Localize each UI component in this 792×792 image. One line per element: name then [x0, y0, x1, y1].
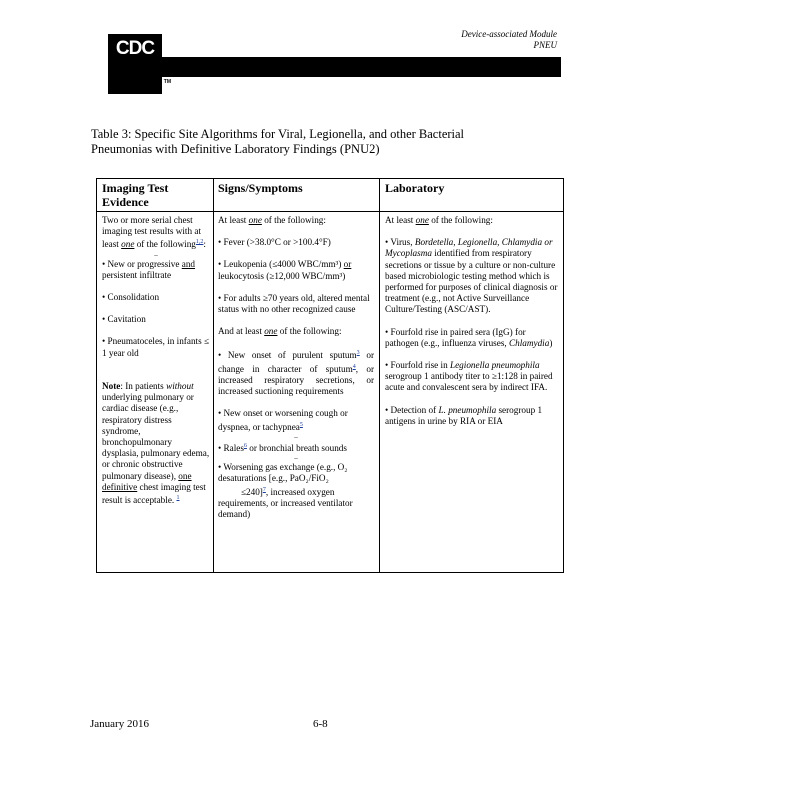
cdc-logo: [108, 34, 171, 94]
signs-altered-mental-status: • For adults ≥70 years old, altered mental status with no other recognized cause: [218, 292, 370, 315]
imaging-item-infiltrate: • New or progressive and persistent infiltrate: [102, 258, 196, 280]
column-divider: [213, 179, 214, 572]
module-code: PNEU: [533, 40, 557, 50]
imaging-item-cavitation: • Cavitation: [102, 314, 146, 325]
column-header-laboratory: Laboratory: [385, 181, 445, 195]
lab-fourfold-legionella: • Fourfold rise in Legionella pneumophila serogroup 1 antibody titer to ≥1:128 in paired acute and convalescent sera by indirect IFA.: [385, 360, 553, 393]
imaging-cell: Two or more serial chest imaging test results with at least one of the following$^{1,2}$: – • New or progressive and persistent infiltrate • Consolidation • Cavitation • Pneumatoceles, in infants ≤ 1 year old Note: In patients without underlying pulmonary or cardiac disease (e.g., respiratory distress syndrome, bronchopulmonary dysplasia, pulmonary edema, or chronic obstructive pulmonary disease), one definitive chest imaging test result is acceptable. $^1$: [102, 215, 210, 505]
table-title: [91, 127, 471, 157]
imaging-note: Note: In patients without underlying pulmonary or cardiac disease (e.g., respiratory distress syndrome, bronchopulmonary dysplasia, pulmonary edema, or chronic obstructive pulmonary disease), one definitive chest imaging test result is acceptable. $^1$: [102, 380, 210, 505]
column-header-imaging: Imaging Test Evidence: [102, 181, 169, 209]
page-number: 6-8: [313, 718, 328, 730]
signs-intro: At least one of the following:: [218, 215, 326, 225]
imaging-item-pneumatoceles: • Pneumatoceles, in infants ≤ 1 year old: [102, 336, 210, 358]
lab-urine-antigen: • Detection of L. pneumophila serogroup 1 antigens in urine by RIA or EIA: [385, 404, 543, 426]
table-title-line2: Pneumonias with Definitive Laboratory Findings (PNU2): [91, 142, 380, 156]
signs-gas-exchange: • Worsening gas exchange (e.g., O₂ desaturations [e.g., PaO₂/FiO₂ ≤240]$^7$, increased oxygen requirements, or increased ventilator demand): [218, 462, 353, 519]
lab-virus-identified: • Virus, Bordetella, Legionella, Chlamydia or Mycoplasma identified from respiratory secretions or tissue by a culture or non-culture based microbiologic testing method which is performed for purposes of clinical diagnosis or treatment (e.g., not Active Surveillance Culture/Testing (ASC/AST).: [385, 237, 558, 315]
cdc-logo-text: CDC: [115, 38, 155, 59]
signs-fever: • Fever (>38.0°C or >100.4°F): [218, 237, 331, 248]
header-divider: [97, 211, 563, 212]
laboratory-cell: [385, 215, 559, 427]
header-bar: [108, 57, 561, 77]
column-divider: [379, 179, 380, 572]
signs-sputum: • New onset of purulent sputum$^3$ or change in character of sputum$^4$, or increased respiratory secretions, or increased suctioning requirements: [218, 350, 375, 397]
footer-date: January 2016: [90, 718, 149, 730]
signs-cell: At least one of the following: • Fever (>38.0°C or >100.4°F) • Leukopenia (≤4000 WBC/mm³) or leukocytosis (≥12,000 WBC/mm³) • For adults ≥70 years old, altered mental status with no other recognized cause And at least one of the following: • New onset of purulent sputum$^3$ or change in character of sputum$^4$, or increased respiratory secretions, or increased suctioning requirements • New onset or worsening cough or dyspnea, or tachypnea$^5$ – • Rales$^6$ or bronchial breath sounds – • Worsening gas exchange (e.g., O₂ desaturations [e.g., PaO₂/FiO₂ ≤240]$^7$, increased oxygen requirements, or increased ventilator demand): [218, 215, 375, 519]
imaging-item-consolidation: • Consolidation: [102, 292, 160, 303]
module-name: Device-associated Module: [461, 29, 557, 39]
signs-and-intro: And at least one of the following:: [218, 326, 342, 337]
trademark-mark: TM: [163, 79, 171, 85]
column-header-signs: Signs/Symptoms: [218, 181, 303, 195]
signs-leukopenia: • Leukopenia (≤4000 WBC/mm³) or leukocytosis (≥12,000 WBC/mm³): [218, 259, 352, 281]
lab-fourfold-igg: • Fourfold rise in paired sera (IgG) for pathogen (e.g., influenza viruses, Chlamydia): [385, 326, 553, 348]
table-title-line1: Table 3: Specific Site Algorithms for Viral, Legionella, and other Bacterial: [91, 127, 465, 141]
lab-intro: At least one of the following:: [385, 215, 493, 225]
module-header: [461, 29, 557, 51]
signs-rales: • Rales$^6$ or bronchial breath sounds: [218, 442, 347, 453]
imaging-intro: Two or more serial chest imaging test results with at least one of the following$^{1,2}$:: [102, 215, 206, 250]
signs-cough: • New onset or worsening cough or dyspnea, or tachypnea$^5$: [218, 408, 348, 432]
pnu2-algorithm-table: [96, 178, 564, 573]
